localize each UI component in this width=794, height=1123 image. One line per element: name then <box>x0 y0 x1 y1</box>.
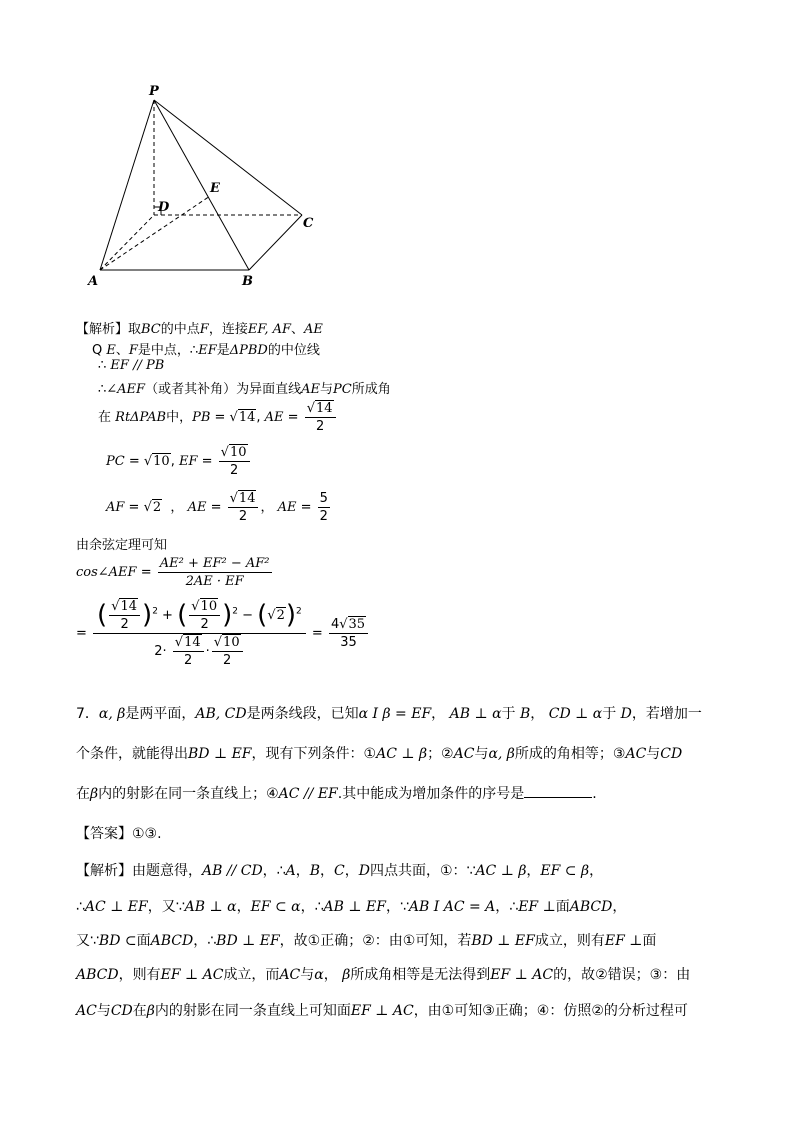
radicand: 14 <box>120 599 138 614</box>
text: 内的射影在同一条直线上；④ <box>98 786 279 802</box>
math: BC <box>141 322 161 337</box>
fraction: $\frac{√14}{2}$ <box>173 634 204 669</box>
radicand: 14 <box>238 410 256 425</box>
denominator: 2 <box>319 509 328 524</box>
math: EF ⊥ <box>604 933 643 949</box>
text: 、 <box>115 343 129 358</box>
math: AB ⊥ α <box>449 706 502 722</box>
math: EF ⊂ α <box>250 899 301 915</box>
text: 、 <box>291 322 305 337</box>
radicand: 2 <box>276 608 285 623</box>
math: AE <box>301 382 320 397</box>
question-number: 7． <box>76 706 99 722</box>
math: AC ⊥ β <box>376 746 428 762</box>
solution-line-3 <box>98 358 164 373</box>
text: 【解析】取 <box>76 322 142 337</box>
answer-line: 【答案】①③. <box>76 826 162 842</box>
text: 的中点 <box>160 322 200 337</box>
text: 成立，而 <box>223 967 280 983</box>
solution2-line-2 <box>76 896 626 916</box>
text: （或者其补角）为异面直线 <box>145 382 302 397</box>
text: ， <box>431 706 446 722</box>
math: BD ⊥ EF <box>188 746 252 762</box>
fraction: $\frac{√14}{2}$ <box>109 598 140 633</box>
big-fraction: ( $\frac{√14}{2}$ )$^2$ + ( $\frac{√10}{2}$ )$^2 - (√2)^2$ 2· $\frac{√14}{2}$ · $\frac{√10}{2}$ <box>93 598 306 669</box>
math: AB, CD <box>195 706 247 722</box>
text: Q <box>92 343 103 358</box>
math: EF <box>198 343 217 358</box>
coefficient: 2 <box>154 644 163 659</box>
math: EF // PB <box>110 358 165 373</box>
radicand: 10 <box>229 445 247 460</box>
label-P: P <box>149 84 159 99</box>
text: ，又∵ <box>147 899 185 915</box>
math: AC <box>279 967 301 983</box>
label-C: C <box>303 216 314 231</box>
q7-line-3 <box>76 783 597 803</box>
text: 面 <box>555 899 570 915</box>
text: 所成角 <box>351 382 391 397</box>
math: α, β <box>488 746 515 762</box>
text: 与 <box>474 746 489 762</box>
fraction <box>158 555 272 590</box>
edge-PA <box>100 100 154 270</box>
math: AC <box>453 746 475 762</box>
denominator: 2 <box>229 463 239 478</box>
edge-PB <box>154 100 249 270</box>
solution2-line-5 <box>76 1000 688 1020</box>
solution-line-1 <box>76 318 323 337</box>
text: ， <box>530 706 545 722</box>
denominator: 2 <box>184 653 193 668</box>
text: 是中点，∴ <box>137 343 199 358</box>
solution-line-2 <box>92 339 320 358</box>
math: D <box>358 863 370 879</box>
text: ，则有 <box>118 967 161 983</box>
math: EF ⊥ AC <box>350 1003 414 1019</box>
solution-line-8: 由余弦定理可知 <box>76 538 168 553</box>
math: α I β = EF <box>358 706 432 722</box>
text: ，由①可知③正确；④：仿照②的分析过程可 <box>413 1003 688 1019</box>
math: AB I AC = A <box>408 899 496 915</box>
label-E: E <box>210 181 220 196</box>
text: 成立，则有 <box>534 933 605 949</box>
text: 所成角相等是无法得到 <box>350 967 491 983</box>
math: EF ⊥ AC <box>490 967 554 983</box>
math: AE <box>304 322 323 337</box>
denominator: 2 <box>200 617 209 632</box>
math: F <box>128 343 138 358</box>
text: .其中能成为增加条件的序号是 <box>337 786 525 802</box>
text: 在 <box>76 786 90 802</box>
text: 是两条线段，已知 <box>246 706 359 722</box>
numerator: 5 <box>319 491 328 506</box>
edge-BC <box>249 215 302 270</box>
radicand: 35 <box>348 617 366 632</box>
text: ， <box>236 899 251 915</box>
text: ， <box>526 863 541 879</box>
math: BD ⊥ EF <box>471 933 535 949</box>
solution-line-4 <box>98 378 391 397</box>
text: ， <box>295 863 310 879</box>
math: EF ⊥ <box>518 899 556 915</box>
text: ，∴ <box>193 933 217 949</box>
edge-AD <box>100 215 154 270</box>
math: D <box>620 706 632 722</box>
numerator: AE² + EF² − AF² <box>159 556 270 571</box>
denominator: 2 <box>316 419 325 434</box>
text: ， <box>344 863 359 879</box>
math: CD <box>110 1003 133 1019</box>
fraction: $\frac{√14}{2}$ <box>305 400 336 435</box>
coefficient: 4 <box>330 617 340 632</box>
text: . <box>592 786 597 802</box>
math: α <box>314 967 324 983</box>
text: 的，故②错误；③：由 <box>553 967 691 983</box>
radicand: 14 <box>316 401 333 416</box>
text: 内的射影在同一条直线上可知面 <box>154 1003 351 1019</box>
label-B: B <box>242 274 253 289</box>
text: ， <box>320 863 335 879</box>
text: ，若增加一 <box>631 706 702 722</box>
text: 与 <box>300 967 315 983</box>
denominator: 2 <box>238 509 248 524</box>
math: AC ⊥ EF <box>84 899 148 915</box>
math: B <box>309 863 321 879</box>
math: ABCD <box>150 933 194 949</box>
math: AE <box>264 410 284 425</box>
math: ABCD <box>76 967 119 983</box>
text: ，连接 <box>208 322 248 337</box>
math: PB <box>192 410 211 425</box>
math: α, β <box>98 706 126 722</box>
solution-line-9: cos∠AEF = $\frac{\text{AE² + EF² − AF²}}{2AE \cdot EF}$ <box>76 556 270 589</box>
math: β <box>342 967 351 983</box>
math: β <box>90 786 99 802</box>
math: A <box>285 863 296 879</box>
text: ，∴ <box>495 899 519 915</box>
text: ，∵ <box>385 899 409 915</box>
solution-line-5: 在 RtΔPAB中，PB = √14, AE = $\frac{√14}{2}$ <box>98 400 338 435</box>
solution-line-7: AF = √2 ， AE = $\frac{√14}{2}$ ， AE = $\frac{5}{2}$ <box>106 491 328 524</box>
fraction: $\frac{√10}{2}$ <box>219 444 250 479</box>
text: ∴ <box>98 358 107 373</box>
denominator: 2 <box>223 653 232 668</box>
math: EF ⊥ AC <box>160 967 224 983</box>
math: β <box>146 1003 155 1019</box>
denominator: 2 <box>120 617 129 632</box>
text: ， <box>589 863 604 879</box>
math: PC <box>106 454 125 469</box>
text: 个条件，就能得出 <box>76 746 188 762</box>
math: ∠AEF <box>106 382 146 397</box>
text: 是 <box>216 343 230 358</box>
text: 四点共面，①：∵ <box>369 863 476 879</box>
math: EF ⊂ β <box>540 863 590 879</box>
radicand: 2 <box>152 500 162 515</box>
math: AF <box>106 500 125 515</box>
text: ， <box>323 967 338 983</box>
label-A: A <box>88 274 99 289</box>
q7-line-1 <box>76 703 702 723</box>
math: AC <box>76 1003 97 1019</box>
math: C <box>334 863 345 879</box>
text: 的中位线 <box>267 343 320 358</box>
solution2-line-1 <box>76 860 603 880</box>
math: EF <box>178 454 198 469</box>
math: ΔPBD <box>229 343 268 358</box>
math: AC // EF <box>278 786 338 802</box>
text: 与 <box>96 1003 111 1019</box>
text: ，现有下列条件：① <box>251 746 377 762</box>
text: 所成的角相等；③ <box>514 746 626 762</box>
text: 于 <box>501 706 516 722</box>
radicand: 10 <box>223 635 240 650</box>
fraction: $\frac{√14}{2}$ <box>228 490 259 525</box>
text: 与 <box>319 382 333 397</box>
fraction <box>318 490 330 525</box>
text: 面 <box>642 933 657 949</box>
text: 中， <box>166 410 193 425</box>
radicand: 10 <box>200 599 218 614</box>
fraction: $\frac{√10}{2}$ <box>189 598 220 633</box>
denominator: 2AE · EF <box>185 574 244 589</box>
fraction: $\frac{√10}{2}$ <box>212 634 243 669</box>
text: ；② <box>427 746 454 762</box>
text: 面 <box>136 933 151 949</box>
text: 在 <box>132 1003 147 1019</box>
pyramid-figure <box>0 0 794 300</box>
math: E <box>106 343 116 358</box>
radicand: 10 <box>153 454 170 469</box>
math: EF, AF <box>247 322 291 337</box>
math: AC ⊥ β <box>475 863 527 879</box>
text: ，∴ <box>300 899 324 915</box>
text: 又∵ <box>76 933 99 949</box>
math: cos∠AEF <box>76 565 137 580</box>
text: 于 <box>602 706 617 722</box>
radicand: 14 <box>238 491 256 506</box>
q7-line-2 <box>76 743 682 763</box>
math: F <box>199 322 209 337</box>
math: BD ⊥ EF <box>216 933 280 949</box>
label-D: D <box>158 200 170 215</box>
solution2-line-3 <box>76 930 656 950</box>
math: AE <box>277 500 297 515</box>
text: 是两平面， <box>125 706 196 722</box>
answer-blank <box>524 785 592 798</box>
text: ，故①正确；②：由①可知，若 <box>279 933 472 949</box>
text: 在 <box>98 410 112 425</box>
math: B <box>520 706 531 722</box>
result-fraction: $\frac{4√35}{35}$ <box>329 616 368 651</box>
math: CD <box>660 746 683 762</box>
math: AC <box>625 746 647 762</box>
edge-PC <box>154 100 302 215</box>
denominator: 35 <box>340 635 357 650</box>
solution2-line-4 <box>76 964 690 984</box>
text: 与 <box>646 746 661 762</box>
text: ，∴ <box>262 863 286 879</box>
math: CD ⊥ α <box>548 706 603 722</box>
text: ， <box>612 899 627 915</box>
text: ∴ <box>98 382 107 397</box>
text: 【解析】由题意得， <box>76 863 202 879</box>
math: AB ⊥ α <box>184 899 237 915</box>
solution-line-6: PC = √10, EF = $\frac{√10}{2}$ <box>106 444 252 479</box>
radicand: 14 <box>184 635 201 650</box>
math: AB ⊥ EF <box>323 899 386 915</box>
math: AE <box>187 500 207 515</box>
math: BD ⊂ <box>98 933 137 949</box>
text: ∴ <box>76 899 85 915</box>
math: RtΔPAB <box>115 410 167 425</box>
solution-line-10: = ( $\frac{√14}{2}$ )$^2$ + ( $\frac{√10}{2}$ )$^2 - (√2)^2$ 2· $\frac{√14}{2}$ · $\frac{√10}{2}$ = $\frac{4√35}{35}$ <box>76 598 370 669</box>
math: PC <box>333 382 352 397</box>
math: ABCD <box>569 899 613 915</box>
math: AB // CD <box>202 863 263 879</box>
